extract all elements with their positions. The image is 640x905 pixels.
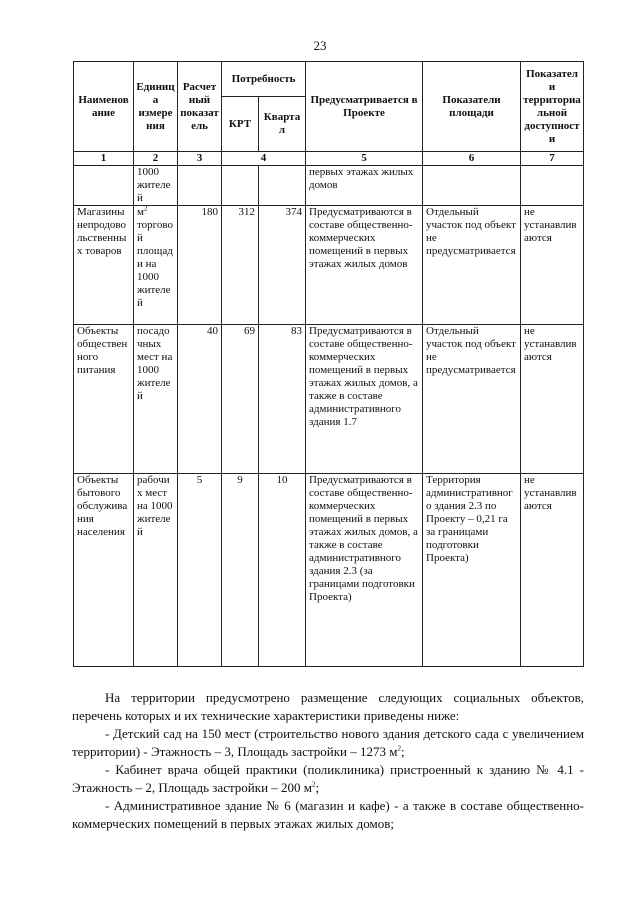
unit-rest: торговой площади на 1000 жителей [137,219,174,309]
cell-kv [259,166,306,206]
unit-sup: 2 [397,744,401,753]
list-item-kindergarten [72,725,584,761]
unit-sup: 2 [143,204,148,213]
cell-name: Объекты общественного питания [74,325,134,474]
header-need-kv: Квартал [259,97,306,152]
cell-unit [134,206,178,325]
col-number: 2 [134,152,178,166]
cell-kr: 9 [222,474,259,667]
list-item-admin-building: - Административное здание № 6 (магазин и кафе) - а также в составе общественно-коммерческих помещений в первых этажах жилых домов; [72,798,584,831]
list-item-end: ; [401,744,405,759]
cell-provided: Предусматриваются в составе общественно-коммерческих помещений в первых этажах жилых домов, а также в составе административного здания 1.7 [306,325,423,474]
cell-kr [222,166,259,206]
col-number: 7 [521,152,584,166]
header-access: Показатели территориальной доступности [521,62,584,152]
unit-sup: 2 [312,780,316,789]
header-area: Показатели площади [423,62,521,152]
list-item-clinic [72,761,584,797]
header-provided: Предусматривается в Проекте [306,62,423,152]
header-unit: Единица измерения [134,62,178,152]
table-row [74,474,584,667]
paragraph-intro: На территории предусмотрено размещение следующих социальных объектов, перечень которых и их технические характеристики приведены ниже: [72,690,584,723]
cell-provided: Предусматриваются в составе общественно-коммерческих помещений в первых этажах жилых домов [306,206,423,325]
cell-area: Отдельный участок под объект не предусматривается [423,325,521,474]
cell-access [521,166,584,206]
table-row [74,166,584,206]
cell-kr: 69 [222,325,259,474]
list-item-end: ; [315,780,320,795]
col-number: 4 [222,152,306,166]
list-item-text: - Детский сад на 150 мест (строительство нового здания детского сада с увеличением территории) - Этажность – 3, Площадь застройки – 1273 м [72,726,584,759]
cell-calc: 40 [178,325,222,474]
cell-name [74,166,134,206]
cell-provided: Предусматриваются в составе общественно-коммерческих помещений в первых этажах жилых домов, а также в составе административного здания 2.3 (за границами подготовки Проекта) [306,474,423,667]
page-number: 23 [313,38,327,53]
table-row [74,325,584,474]
cell-unit: посадочных мест на 1000 жителей [134,325,178,474]
cell-access: не устанавливаются [521,325,584,474]
cell-unit: 1000 жителей [134,166,178,206]
cell-kr: 312 [222,206,259,325]
cell-name: Магазины непродовольственных товаров [74,206,134,325]
col-number: 5 [306,152,423,166]
cell-kv: 10 [259,474,306,667]
col-number: 6 [423,152,521,166]
cell-unit: рабочих мест на 1000 жителей [134,474,178,667]
header-calc: Расчетный показатель [178,62,222,152]
cell-area: Отдельный участок под объект не предусматривается [423,206,521,325]
cell-name: Объекты бытового обслуживания населения [74,474,134,667]
cell-kv: 83 [259,325,306,474]
cell-area [423,166,521,206]
table-row [74,206,584,325]
header-name: Наименование [74,62,134,152]
col-number: 3 [178,152,222,166]
cell-calc: 180 [178,206,222,325]
header-need: Потребность [222,62,306,97]
cell-kv: 374 [259,206,306,325]
unit-main: м [137,206,144,218]
cell-access: не устанавливаются [521,206,584,325]
cell-calc: 5 [178,474,222,667]
cell-provided: первых этажах жилых домов [306,166,423,206]
cell-area: Территория административного здания 2.3 по Проекту – 0,21 га за границами подготовки Проекта) [423,474,521,667]
social-objects-table [73,61,584,667]
header-need-kr: КРТ [222,97,259,152]
cell-calc [178,166,222,206]
col-number: 1 [74,152,134,166]
list-item-text: - Кабинет врача общей практики (поликлиника) пристроенный к зданию № 4.1 - Этажность – 2, Площадь застройки – 200 м [72,762,584,795]
cell-access: не устанавливаются [521,474,584,667]
